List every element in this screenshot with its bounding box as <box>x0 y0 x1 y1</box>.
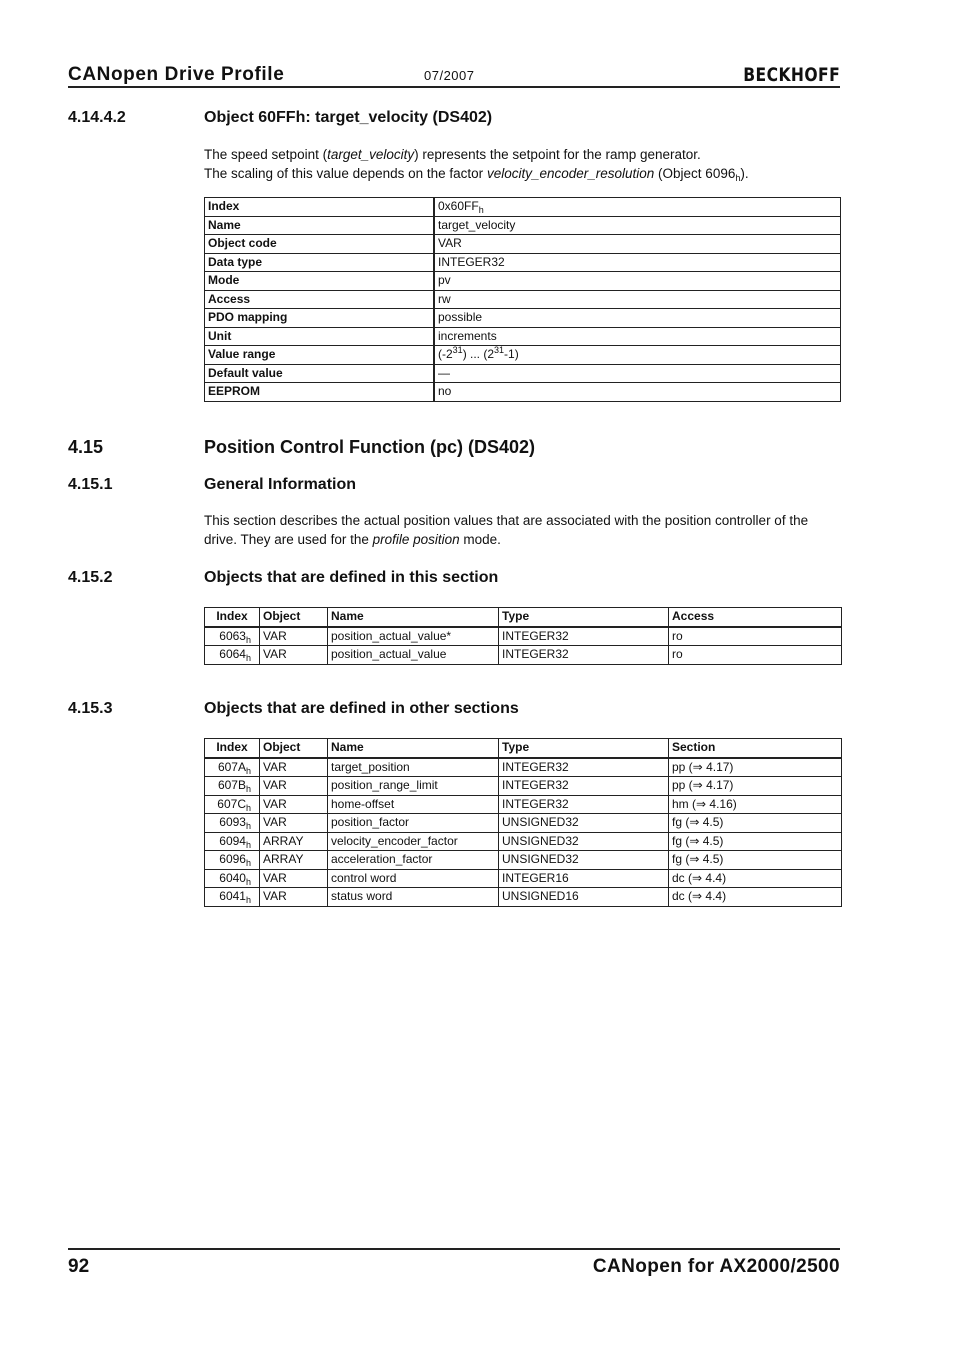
object-property-key: Name <box>205 216 435 235</box>
cell-access: ro <box>669 646 842 665</box>
section-title-4-15-2: Objects that are defined in this section <box>204 569 499 586</box>
object-property-key: Object code <box>205 235 435 254</box>
cell-type: INTEGER32 <box>499 777 669 796</box>
cell-object: VAR <box>260 758 328 777</box>
object-property-value: possible <box>434 309 841 328</box>
section-title-4-15: Position Control Function (pc) (DS402) <box>204 437 535 457</box>
cell-type: INTEGER16 <box>499 869 669 888</box>
footer-rule <box>68 1248 840 1250</box>
object-property-key: Mode <box>205 272 435 291</box>
section-number-4-15-2: 4.15.2 <box>68 569 113 586</box>
table-row <box>205 814 842 833</box>
cell-index: $6096_h$ <box>205 851 260 870</box>
object-property-value: pv <box>434 272 841 291</box>
column-header: Object <box>260 608 328 627</box>
cell-type: INTEGER32 <box>499 627 669 646</box>
cell-name: target_position <box>328 758 499 777</box>
cell-object: VAR <box>260 795 328 814</box>
object-table-row <box>205 290 841 309</box>
object-property-key: EEPROM <box>205 383 435 402</box>
objects-other-sections-table <box>204 738 842 907</box>
column-header: Section <box>669 739 842 758</box>
table-row <box>205 758 842 777</box>
table-row <box>205 888 842 907</box>
cell-name: position_range_limit <box>328 777 499 796</box>
cell-name: velocity_encoder_factor <box>328 832 499 851</box>
object-property-value: increments <box>434 327 841 346</box>
cell-type: UNSIGNED32 <box>499 814 669 833</box>
column-header: Name <box>328 608 499 627</box>
object-table-row <box>205 364 841 383</box>
cell-name: status word <box>328 888 499 907</box>
object-property-key: Unit <box>205 327 435 346</box>
cell-name: home-offset <box>328 795 499 814</box>
object-table-row <box>205 253 841 272</box>
object-table-row <box>205 235 841 254</box>
object-property-value: target_velocity <box>434 216 841 235</box>
object-60ff-table <box>204 197 841 402</box>
cell-name: acceleration_factor <box>328 851 499 870</box>
table-row <box>205 851 842 870</box>
target-velocity-description <box>204 145 840 183</box>
cell-name: position_actual_value <box>328 646 499 665</box>
object-table-row <box>205 327 841 346</box>
cell-index: $6064_h$ <box>205 646 260 665</box>
object-table-row <box>205 272 841 291</box>
cell-type: INTEGER32 <box>499 646 669 665</box>
header-rule <box>68 86 840 88</box>
cell-type: UNSIGNED16 <box>499 888 669 907</box>
column-header: Type <box>499 739 669 758</box>
section-title-4-15-1: General Information <box>204 476 357 493</box>
page-number: 92 <box>68 1256 90 1277</box>
cell-type: INTEGER32 <box>499 795 669 814</box>
object-property-value: $(-2^{31})$ ... $(2^{31}-1)$ <box>434 346 841 365</box>
object-property-key: Data type <box>205 253 435 272</box>
cell-section: pp (⇒ 4.17) <box>669 758 842 777</box>
table-row <box>205 869 842 888</box>
object-property-value: rw <box>434 290 841 309</box>
cell-section: hm (⇒ 4.16) <box>669 795 842 814</box>
cell-section: fg (⇒ 4.5) <box>669 832 842 851</box>
section-number-4-14-4-2: 4.14.4.2 <box>68 109 126 126</box>
cell-index: $6063_h$ <box>205 627 260 646</box>
object-table-row <box>205 216 841 235</box>
cell-section: dc (⇒ 4.4) <box>669 869 842 888</box>
section-title-4-14-4-2: Object 60FFh: target_velocity (DS402) <box>204 109 493 126</box>
object-property-value: $0x60FF_h$ <box>434 198 841 217</box>
description-line-1: The speed setpoint (target_velocity) represents the setpoint for the ramp generator. <box>204 147 701 162</box>
cell-index: $6094_h$ <box>205 832 260 851</box>
object-property-key: Index <box>205 198 435 217</box>
cell-type: UNSIGNED32 <box>499 832 669 851</box>
object-property-value: VAR <box>434 235 841 254</box>
cell-name: position_actual_value* <box>328 627 499 646</box>
object-property-value: INTEGER32 <box>434 253 841 272</box>
object-table-row <box>205 346 841 365</box>
column-header: Index <box>205 608 260 627</box>
cell-type: INTEGER32 <box>499 758 669 777</box>
column-header: Access <box>669 608 842 627</box>
table-row <box>205 627 842 646</box>
section-title-4-15-3: Objects that are defined in other sections <box>204 700 519 717</box>
cell-section: fg (⇒ 4.5) <box>669 814 842 833</box>
cell-type: UNSIGNED32 <box>499 851 669 870</box>
object-property-key: Default value <box>205 364 435 383</box>
cell-object: VAR <box>260 869 328 888</box>
cell-name: control word <box>328 869 499 888</box>
cell-section: pp (⇒ 4.17) <box>669 777 842 796</box>
object-property-key: Access <box>205 290 435 309</box>
cell-section: fg (⇒ 4.5) <box>669 851 842 870</box>
object-property-key: PDO mapping <box>205 309 435 328</box>
cell-object: ARRAY <box>260 851 328 870</box>
cell-object: ARRAY <box>260 832 328 851</box>
cell-name: position_factor <box>328 814 499 833</box>
header-date: 07/2007 <box>424 68 475 83</box>
table-row <box>205 832 842 851</box>
description-line-2: The scaling of this value depends on the factor velocity_encoder_resolution (Object $6096_h$). <box>204 166 749 183</box>
cell-object: VAR <box>260 814 328 833</box>
section-number-4-15-3: 4.15.3 <box>68 700 113 717</box>
objects-defined-table <box>204 607 842 665</box>
column-header: Type <box>499 608 669 627</box>
section-number-4-15: 4.15 <box>68 437 104 457</box>
cell-index: $6093_h$ <box>205 814 260 833</box>
cell-access: ro <box>669 627 842 646</box>
cell-index: $6041_h$ <box>205 888 260 907</box>
cell-index: $607A_h$ <box>205 758 260 777</box>
cell-object: VAR <box>260 777 328 796</box>
footer-title: CANopen for AX2000/2500 <box>592 1256 840 1277</box>
object-table-row <box>205 309 841 328</box>
cell-object: VAR <box>260 627 328 646</box>
object-table-row <box>205 383 841 402</box>
table-row <box>205 646 842 665</box>
object-property-value: no <box>434 383 841 402</box>
table-row <box>205 777 842 796</box>
table-row <box>205 795 842 814</box>
cell-section: dc (⇒ 4.4) <box>669 888 842 907</box>
beckhoff-logo: BECKHOFF <box>743 64 840 86</box>
object-table-row <box>205 198 841 217</box>
cell-object: VAR <box>260 646 328 665</box>
column-header: Name <box>328 739 499 758</box>
column-header: Object <box>260 739 328 758</box>
cell-index: $607C_h$ <box>205 795 260 814</box>
header-title: CANopen Drive Profile <box>68 64 285 85</box>
column-header: Index <box>205 739 260 758</box>
object-property-key: Value range <box>205 346 435 365</box>
cell-index: $607B_h$ <box>205 777 260 796</box>
section-number-4-15-1: 4.15.1 <box>68 476 113 493</box>
cell-object: VAR <box>260 888 328 907</box>
object-property-value: — <box>434 364 841 383</box>
cell-index: $6040_h$ <box>205 869 260 888</box>
general-information-paragraph: This section describes the actual position values that are associated with the position controller of the drive. They are used for the profile position mode. <box>204 513 809 547</box>
